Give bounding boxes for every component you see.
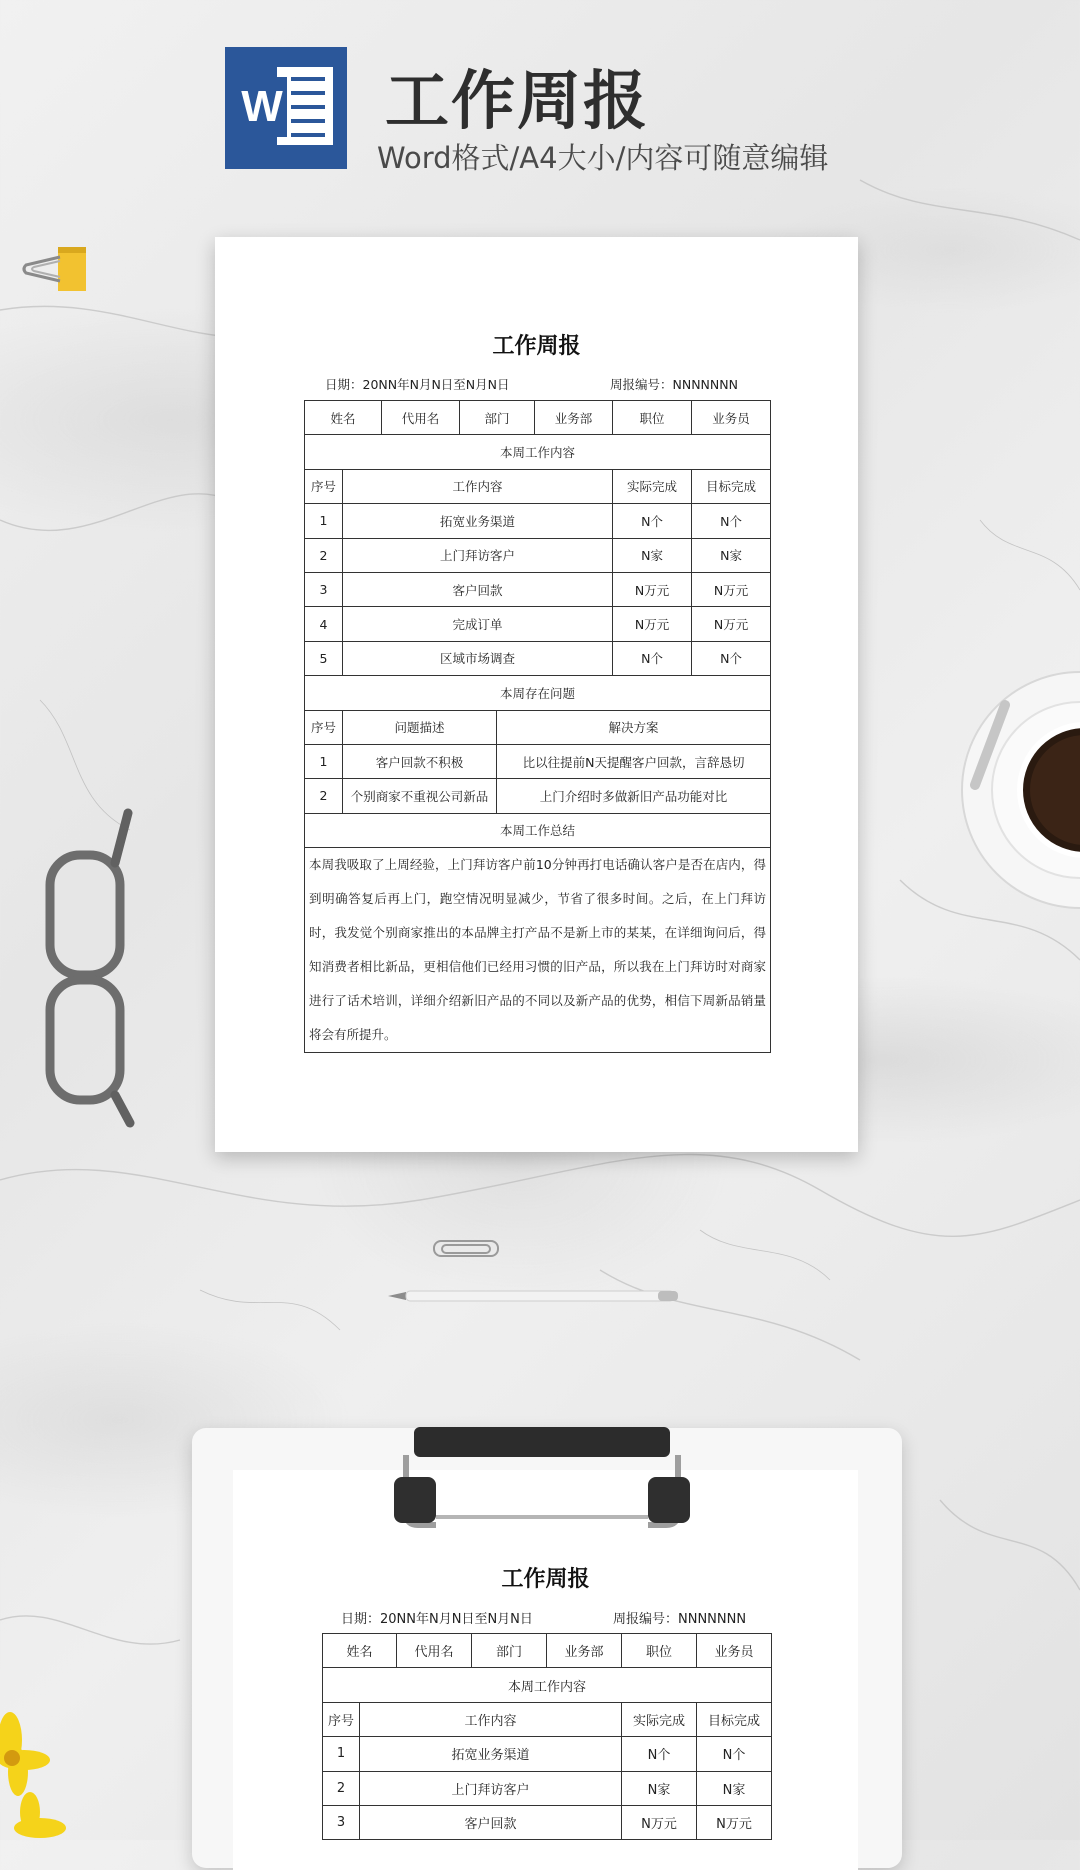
section-header-summary: 本周工作总结 [305,813,771,847]
table-cell: N万元 [622,1805,697,1839]
document-title: 工作周报 [492,333,581,359]
flower-icon [0,1700,90,1840]
table-cell: N万元 [697,1805,772,1839]
header-cell: 工作内容 [343,469,613,503]
table-cell: N个 [692,504,771,538]
preview-document-title: 工作周报 [501,1566,590,1592]
table-row [305,504,771,538]
table-cell: N家 [692,538,771,572]
info-cell: 业务员 [692,401,771,435]
table-cell: 2 [323,1771,360,1805]
clipboard-clip-icon [392,1425,692,1533]
date-range: 日期：20NN年N月N日至N月N日 [325,377,510,392]
table-row [305,744,771,778]
header-cell: 序号 [305,710,343,744]
table-cell: N万元 [692,572,771,606]
section-header-issues: 本周存在问题 [305,676,771,710]
table-cell: 上门介绍时多做新旧产品功能对比 [497,779,771,813]
table-row [305,607,771,641]
table-cell: 客户回款 [343,572,613,606]
info-cell: 业务部 [535,401,613,435]
header-cell: 目标完成 [692,469,771,503]
glasses-icon [40,805,140,1135]
table-cell: N个 [613,641,692,675]
coffee-cup-icon [955,665,1080,915]
header-cell: 序号 [323,1702,360,1736]
pen-icon [388,1288,680,1304]
binder-clip-icon [20,245,90,295]
info-row [305,401,771,435]
table-cell: N家 [697,1771,772,1805]
table-cell: 1 [323,1737,360,1771]
table-row [323,1805,772,1839]
table-cell: 客户回款不积极 [343,744,497,778]
table-cell: N个 [613,504,692,538]
table-row [305,641,771,675]
table-cell: 区域市场调查 [343,641,613,675]
table-cell: N家 [613,538,692,572]
paperclip-icon [432,1238,502,1260]
table-cell: 上门拜访客户 [360,1771,622,1805]
word-app-icon [225,47,347,169]
table-cell: N家 [622,1771,697,1805]
table-cell: 拓宽业务渠道 [343,504,613,538]
info-row [323,1634,772,1668]
table-cell: N个 [697,1737,772,1771]
info-cell: 业务部 [547,1634,622,1668]
header-cell: 实际完成 [622,1702,697,1736]
section-header-work: 本周工作内容 [305,435,771,469]
table-cell: 比以往提前N天提醒客户回款，言辞恳切 [497,744,771,778]
hero-subtitle: Word格式/A4大小/内容可随意编辑 [377,141,829,175]
info-cell: 姓名 [305,401,382,435]
info-cell: 姓名 [323,1634,397,1668]
table-cell: N个 [692,641,771,675]
preview-report-table [322,1633,772,1840]
table-cell: N万元 [613,607,692,641]
table-cell: 完成订单 [343,607,613,641]
document-page [215,237,858,1152]
weekly-report-table [304,400,771,1053]
header-cell: 序号 [305,469,343,503]
table-cell: 3 [323,1805,360,1839]
table-cell: 1 [305,504,343,538]
table-cell: 2 [305,779,343,813]
table-cell: N万元 [613,572,692,606]
table-cell: 拓宽业务渠道 [360,1737,622,1771]
table-cell: 1 [305,744,343,778]
table-cell: 4 [305,607,343,641]
word-letter-icon: W [237,77,287,137]
info-cell: 职位 [622,1634,697,1668]
info-cell: 部门 [460,401,535,435]
table-row [305,538,771,572]
summary-text: 本周我吸取了上周经验，上门拜访客户前10分钟再打电话确认客户是否在店内，得到明确答复后再上门，跑空情况明显减少，节省了很多时间。之后，在上门拜访时，我发觉个别商家推出的本品牌主打产品不是新上市的某某，在详细询问后，得知消费者相比新品，更相信他们已经用习惯的旧产品，所以我在上门拜访时对商家进行了话术培训，详细介绍新旧产品的不同以及新产品的优势，相信下周新品销量将会有所提升。 [305,848,771,1053]
section-header-work: 本周工作内容 [323,1668,772,1702]
preview-report-number: 周报编号：NNNNNNN [613,1612,747,1627]
header-cell: 工作内容 [360,1702,622,1736]
table-cell: 上门拜访客户 [343,538,613,572]
info-cell: 代用名 [397,1634,472,1668]
header-cell: 目标完成 [697,1702,772,1736]
report-number: 周报编号：NNNNNNN [610,377,738,392]
preview-date-range: 日期：20NN年N月N日至N月N日 [341,1612,533,1627]
info-cell: 部门 [472,1634,547,1668]
info-cell: 业务员 [697,1634,772,1668]
table-cell: N个 [622,1737,697,1771]
work-header-row [323,1702,772,1736]
work-header-row [305,469,771,503]
table-cell: 5 [305,641,343,675]
table-cell: 2 [305,538,343,572]
table-cell: N万元 [692,607,771,641]
table-row [323,1771,772,1805]
hero-title: 工作周报 [385,65,649,139]
table-row [323,1737,772,1771]
header-cell: 实际完成 [613,469,692,503]
table-row [305,779,771,813]
info-cell: 职位 [613,401,692,435]
table-cell: 3 [305,572,343,606]
header-cell: 问题描述 [343,710,497,744]
table-row [305,572,771,606]
header-cell: 解决方案 [497,710,771,744]
table-cell: 个别商家不重视公司新品 [343,779,497,813]
info-cell: 代用名 [382,401,460,435]
issue-header-row [305,710,771,744]
table-cell: 客户回款 [360,1805,622,1839]
